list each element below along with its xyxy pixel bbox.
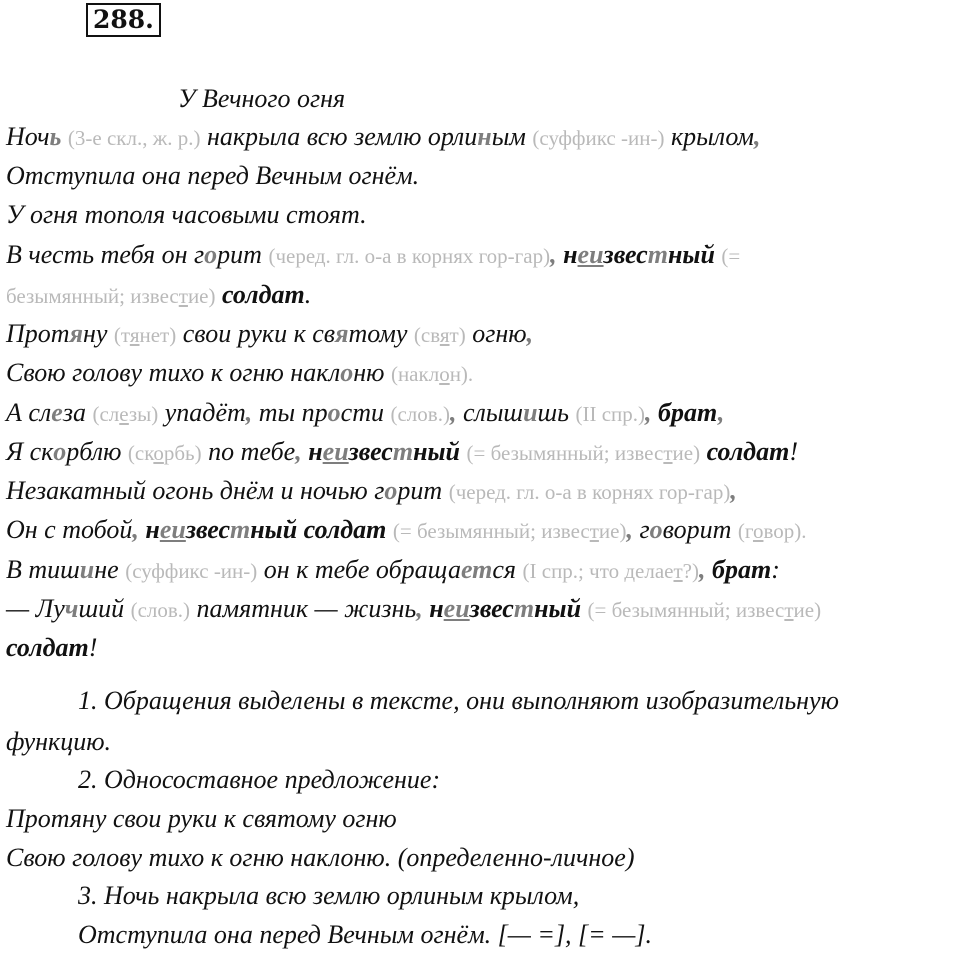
poem-fragment: ,	[754, 122, 761, 151]
answer-line: 3. Ночь накрыла всю землю орлиным крылом,	[78, 881, 580, 910]
poem-fragment: еи	[443, 594, 470, 623]
annotation: нет)	[139, 323, 177, 347]
poem-fragment: рблю	[66, 437, 128, 466]
poem-fragment: я	[69, 319, 83, 348]
poem-fragment: еи	[159, 515, 186, 544]
poem-fragment: звес	[348, 437, 393, 466]
poem-line	[6, 437, 798, 468]
poem-fragment: ,	[449, 398, 457, 427]
poem-fragment: ну	[82, 319, 114, 348]
poem-fragment: !	[789, 437, 798, 466]
poem-line	[6, 398, 724, 429]
annotation: о	[439, 362, 450, 386]
poem-fragment: ,	[416, 594, 423, 623]
annotation: о	[752, 519, 764, 543]
poem-fragment: о	[53, 437, 67, 466]
poem-fragment: н	[429, 594, 444, 623]
poem-fragment: тому	[348, 319, 414, 348]
annotation: ие)	[187, 284, 216, 308]
annotation: т)	[449, 323, 466, 347]
annotation: (II спр.)	[575, 402, 646, 426]
poem-fragment: В тиш	[6, 555, 80, 584]
poem-fragment: ный	[534, 594, 582, 623]
poem-fragment: Свою голову тихо к огню накл	[6, 358, 341, 387]
poem-line	[6, 555, 780, 586]
poem-line	[6, 280, 311, 311]
poem-fragment: н	[308, 437, 323, 466]
poem-fragment: о	[327, 398, 341, 427]
poem-fragment: упадёт	[158, 398, 246, 427]
annotation: (черед. гл. о-а в корнях гор-гар)	[268, 244, 551, 268]
poem-title: У Вечного огня	[178, 84, 346, 113]
annotation: о	[153, 441, 164, 465]
annotation: е	[119, 402, 129, 426]
poem-fragment: :	[771, 555, 780, 584]
annotation: н).	[449, 362, 474, 386]
annotation: безымянный; извес	[6, 284, 179, 308]
poem-fragment: о	[384, 476, 398, 505]
annotation: (слов.)	[130, 598, 191, 622]
poem-line	[6, 633, 97, 663]
annotation: (суффикс -ин-)	[532, 126, 665, 150]
annotation: я	[129, 323, 140, 347]
annotation: (= безымянный; извес	[392, 519, 590, 543]
poem-fragment: ым	[491, 122, 533, 151]
annotation: ?)	[682, 559, 699, 583]
poem-fragment: по тебе	[201, 437, 296, 466]
annotation: ие)	[598, 519, 627, 543]
annotation: т	[673, 559, 683, 583]
poem-fragment: ,	[526, 319, 534, 348]
annotation: (суффикс -ин-)	[125, 559, 258, 583]
poem-line	[6, 594, 821, 625]
poem-fragment: ,	[550, 240, 557, 269]
annotation: (т	[113, 323, 130, 347]
poem-fragment: ню	[353, 358, 391, 387]
poem-fragment: о	[649, 515, 663, 544]
annotation: (I спр.; что делае	[522, 559, 674, 583]
poem-line	[6, 161, 419, 191]
poem-fragment: Отступила она перед Вечным огнём.	[6, 161, 420, 190]
poem-fragment: рит	[397, 476, 449, 505]
annotation: (г	[737, 519, 753, 543]
poem-fragment: солдат	[6, 633, 89, 662]
annotation: зы)	[128, 402, 159, 426]
annotation: (= безымянный; извес	[466, 441, 664, 465]
poem-fragment: еи	[322, 437, 349, 466]
poem-fragment: солдат	[706, 437, 790, 466]
poem-line	[6, 358, 473, 389]
poem-fragment: У огня тополя часовыми стоят.	[6, 200, 367, 229]
annotation: т	[784, 598, 794, 622]
annotation: (св	[413, 323, 440, 347]
annotation: т	[589, 519, 599, 543]
poem-fragment: н	[563, 240, 578, 269]
poem-fragment: ,	[717, 398, 725, 427]
poem-fragment: звес	[603, 240, 648, 269]
poem-fragment: шь	[537, 398, 576, 427]
poem-fragment: ный солдат	[250, 515, 387, 544]
poem-fragment: свои руки к св	[176, 319, 336, 348]
poem-fragment: !	[88, 633, 98, 662]
poem-fragment: звес	[469, 594, 514, 623]
poem-fragment: ,	[626, 515, 633, 544]
poem-fragment: ет	[460, 555, 493, 584]
poem-fragment: крылом	[664, 122, 754, 151]
poem-fragment: о	[340, 358, 354, 387]
poem-fragment: .	[304, 280, 312, 309]
poem-fragment: брат	[658, 398, 718, 427]
poem-line	[6, 240, 740, 271]
poem-fragment: н	[477, 122, 492, 151]
annotation: ие)	[672, 441, 701, 465]
poem-fragment: ь	[49, 122, 62, 151]
poem-line	[6, 200, 367, 230]
annotation: (накл	[390, 362, 440, 386]
poem-fragment: накрыла всю землю орли	[200, 122, 478, 151]
poem-fragment: ся	[492, 555, 523, 584]
poem-fragment: Прот	[6, 319, 70, 348]
poem-fragment: памятник — жизнь	[190, 594, 417, 623]
poem-fragment: огню	[465, 319, 527, 348]
poem-fragment: е	[51, 398, 63, 427]
answer-line: Свою голову тихо к огню наклоню. (определенно-личное)	[6, 843, 635, 872]
poem-fragment: т	[392, 437, 414, 466]
annotation: ие)	[793, 598, 822, 622]
answer-line: функцию.	[6, 727, 112, 756]
poem-fragment: г	[632, 515, 650, 544]
annotation: т	[178, 284, 188, 308]
poem-fragment: о	[204, 240, 218, 269]
poem-fragment: сти	[340, 398, 391, 427]
annotation: т	[663, 441, 673, 465]
poem-fragment: ,	[699, 555, 706, 584]
annotation: я	[439, 323, 450, 347]
answer-line: 1. Обращения выделены в тексте, они выполняют изобразительную	[78, 686, 839, 715]
poem-fragment: Он с тобой	[6, 515, 133, 544]
poem-fragment: рит	[217, 240, 269, 269]
annotation: (ск	[127, 441, 154, 465]
poem-fragment: А сл	[6, 398, 52, 427]
poem-fragment: солдат	[222, 280, 305, 309]
annotation: (=	[721, 244, 741, 268]
poem-fragment: Я ск	[6, 437, 54, 466]
poem-fragment: Незакатный огонь днём и ночью г	[6, 476, 385, 505]
poem-line	[6, 515, 806, 546]
poem-line	[6, 122, 761, 153]
poem-line	[6, 319, 533, 350]
poem-fragment: ,	[245, 398, 253, 427]
poem-fragment: и	[79, 555, 95, 584]
exercise-number: 288.	[86, 3, 161, 37]
poem-fragment: ч	[64, 594, 79, 623]
poem-fragment: — Лу	[6, 594, 65, 623]
poem-fragment: ,	[295, 437, 302, 466]
answer-line: 2. Односоставное предложение:	[78, 765, 441, 794]
poem-fragment: ший	[78, 594, 131, 623]
poem-fragment: он к тебе обраща	[257, 555, 461, 584]
annotation: рбь)	[163, 441, 202, 465]
poem-fragment: ты пр	[252, 398, 328, 427]
poem-fragment: н	[145, 515, 160, 544]
annotation: вор).	[763, 519, 807, 543]
annotation: (3-е скл., ж. р.)	[67, 126, 201, 150]
poem-fragment: т	[230, 515, 251, 544]
poem-fragment: ,	[132, 515, 139, 544]
poem-fragment: ный	[413, 437, 461, 466]
poem-fragment: я	[335, 319, 349, 348]
poem-fragment: ,	[730, 476, 737, 505]
answer-line: Протяну свои руки к святому огню	[6, 804, 397, 833]
poem-fragment: за	[62, 398, 93, 427]
annotation: (черед. гл. о-а в корнях гор-гар)	[448, 480, 731, 504]
poem-fragment: еи	[577, 240, 604, 269]
poem-fragment: и	[523, 398, 538, 427]
annotation: (сл	[92, 402, 120, 426]
poem-fragment: т	[513, 594, 535, 623]
poem-fragment: не	[94, 555, 126, 584]
poem-fragment: Ноч	[6, 122, 50, 151]
annotation: (= безымянный; извес	[587, 598, 785, 622]
poem-fragment: ,	[645, 398, 652, 427]
poem-fragment: ный	[667, 240, 715, 269]
poem-fragment: ворит	[662, 515, 738, 544]
annotation: (слов.)	[390, 402, 450, 426]
answer-line: Отступила она перед Вечным огнём. [— =], [= —].	[78, 920, 652, 949]
poem-fragment: звес	[185, 515, 231, 544]
poem-fragment: В честь тебя он г	[6, 240, 205, 269]
poem-fragment: брат	[712, 555, 772, 584]
poem-fragment: слыш	[456, 398, 524, 427]
poem-line	[6, 476, 737, 507]
poem-fragment: т	[647, 240, 668, 269]
